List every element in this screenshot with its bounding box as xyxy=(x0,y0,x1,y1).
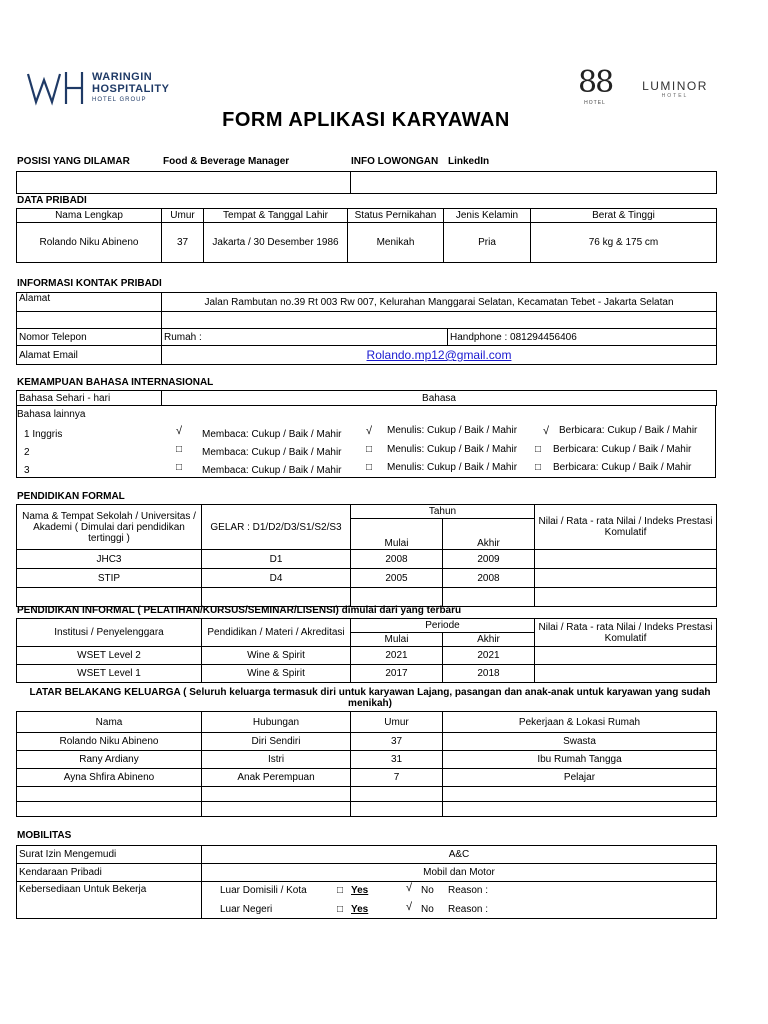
marital-value[interactable]: Menikah xyxy=(348,223,444,263)
luminor-logo xyxy=(636,79,714,103)
header-cell: Umur xyxy=(162,209,204,223)
info-field[interactable] xyxy=(351,172,717,194)
family-occupation[interactable]: Pelajar xyxy=(443,769,717,787)
no-label: No xyxy=(421,885,434,896)
degree-value[interactable]: D1 xyxy=(202,550,351,569)
year-header: Tahun xyxy=(351,505,535,519)
luminor-name: LUMINOR xyxy=(642,79,708,93)
age-value[interactable]: 37 xyxy=(162,223,204,263)
header-cell: Berat & Tinggi xyxy=(531,209,717,223)
end-header: Akhir xyxy=(443,519,535,550)
other-language-label: Bahasa lainnya xyxy=(17,409,86,420)
license-label: Surat Izin Mengemudi xyxy=(17,846,202,864)
score-header: Nilai / Rata - rata Nilai / Indeks Prestasi Komulatif xyxy=(535,505,717,550)
family-age[interactable]: 31 xyxy=(351,751,443,769)
address-label: Alamat xyxy=(17,293,162,312)
language-row-name[interactable]: 3 xyxy=(24,465,30,476)
email-label: Alamat Email xyxy=(17,346,162,365)
start-year-value[interactable]: 2005 xyxy=(351,569,443,588)
family-name[interactable]: Rolando Niku Abineno xyxy=(17,733,202,751)
luminor-sub: HOTEL xyxy=(661,93,689,99)
start-year-value[interactable]: 2017 xyxy=(351,665,443,683)
score-value[interactable] xyxy=(535,647,717,665)
material-header: Pendidikan / Materi / Akreditasi xyxy=(202,619,351,647)
willing-label: Kebersediaan Untuk Bekerja xyxy=(17,882,202,919)
header-cell: Hubungan xyxy=(202,712,351,733)
mobility-section-title: MOBILITAS xyxy=(17,830,72,841)
vehicle-value[interactable]: Mobil dan Motor xyxy=(202,864,717,882)
info-lowongan-value: LinkedIn xyxy=(448,156,490,167)
waringin-name: WARINGIN xyxy=(92,71,153,83)
degree-value[interactable]: D4 xyxy=(202,569,351,588)
no-check-icon[interactable]: √ xyxy=(406,882,413,894)
language-section-title: KEMAMPUAN BAHASA INTERNASIONAL xyxy=(17,377,214,388)
no-label: No xyxy=(421,904,434,915)
end-year-value[interactable]: 2021 xyxy=(443,647,535,665)
speak-option: Berbicara: Cukup / Baik / Mahir xyxy=(553,462,692,473)
degree-header: GELAR : D1/D2/D3/S1/S2/S3 xyxy=(202,505,351,550)
handphone-field[interactable]: Handphone : 081294456406 xyxy=(448,329,717,346)
mobility-option: Luar Domisili / Kota xyxy=(220,885,307,896)
yes-label: Yes xyxy=(351,885,369,896)
family-relation[interactable]: Anak Perempuan xyxy=(202,769,351,787)
speak-option: Berbicara: Cukup / Baik / Mahir xyxy=(559,425,698,436)
bahasa-header: Bahasa xyxy=(162,391,717,406)
reason-field[interactable]: Reason : xyxy=(448,885,489,896)
page-title: FORM APLIKASI KARYAWAN xyxy=(222,109,510,131)
write-checkbox-icon[interactable]: □ xyxy=(366,462,373,473)
end-year-value[interactable]: 2008 xyxy=(443,569,535,588)
yes-checkbox-icon[interactable]: □ xyxy=(337,885,344,896)
family-name[interactable]: Rany Ardiany xyxy=(17,751,202,769)
family-table xyxy=(16,711,717,817)
position-label: POSISI YANG DILAMAR xyxy=(17,156,130,167)
header-cell: Nama Lengkap xyxy=(17,209,162,223)
end-year-value[interactable]: 2018 xyxy=(443,665,535,683)
family-occupation[interactable]: Swasta xyxy=(443,733,717,751)
hospitality-name: HOSPITALITY xyxy=(92,83,170,95)
material-value[interactable]: Wine & Spirit xyxy=(202,647,351,665)
header-cell: Status Pernikahan xyxy=(348,209,444,223)
license-value[interactable]: A&C xyxy=(202,846,717,864)
read-check-icon[interactable]: √ xyxy=(176,425,183,437)
full-name-value[interactable]: Rolando Niku Abineno xyxy=(17,223,162,263)
address-value[interactable]: Jalan Rambutan no.39 Rt 003 Rw 007, Kelurahan Manggarai Selatan, Kecamatan Tebet - Jakarta Selatan xyxy=(162,293,717,312)
score-value[interactable] xyxy=(535,665,717,683)
start-year-value[interactable]: 2008 xyxy=(351,550,443,569)
header-cell: Umur xyxy=(351,712,443,733)
speak-option: Berbicara: Cukup / Baik / Mahir xyxy=(553,444,692,455)
language-row-name[interactable]: 2 xyxy=(24,447,30,458)
reason-field[interactable]: Reason : xyxy=(448,904,489,915)
write-option: Menulis: Cukup / Baik / Mahir xyxy=(387,462,518,473)
personal-section-title: DATA PRIBADI xyxy=(17,195,87,206)
info-lowongan-label: INFO LOWONGAN xyxy=(351,156,439,167)
vehicle-label: Kendaraan Pribadi xyxy=(17,864,202,882)
write-option: Menulis: Cukup / Baik / Mahir xyxy=(387,444,518,455)
language-row-name[interactable]: 1 Inggris xyxy=(24,429,63,440)
speak-checkbox-icon[interactable]: □ xyxy=(535,444,542,455)
waringin-logo xyxy=(26,68,176,108)
speak-check-icon[interactable]: √ xyxy=(543,425,550,437)
contact-section-title: INFORMASI KONTAK PRIBADI xyxy=(17,278,162,289)
gender-value[interactable]: Pria xyxy=(444,223,531,263)
header-cell: Nama xyxy=(17,712,202,733)
informal-education-table xyxy=(16,618,717,683)
end-header: Akhir xyxy=(443,633,535,647)
phone-label: Nomor Telepon xyxy=(17,329,162,346)
score-value[interactable] xyxy=(535,550,717,569)
institution-value[interactable]: WSET Level 2 xyxy=(17,647,202,665)
header-cell: Tempat & Tanggal Lahir xyxy=(204,209,348,223)
email-link[interactable]: Rolando.mp12@gmail.com xyxy=(366,348,512,362)
material-value[interactable]: Wine & Spirit xyxy=(202,665,351,683)
formal-section-title: PENDIDIKAN FORMAL xyxy=(17,491,125,502)
write-check-icon[interactable]: √ xyxy=(366,425,373,437)
header-cell: Pekerjaan & Lokasi Rumah xyxy=(443,712,717,733)
family-age[interactable]: 7 xyxy=(351,769,443,787)
start-year-value[interactable]: 2021 xyxy=(351,647,443,665)
contact-table xyxy=(16,292,717,365)
yes-label: Yes xyxy=(351,904,369,915)
hotel-group-text: HOTEL GROUP xyxy=(92,97,147,103)
weight-height-value[interactable]: 76 kg & 175 cm xyxy=(531,223,717,263)
score-value[interactable] xyxy=(535,569,717,588)
period-header: Periode xyxy=(351,619,535,633)
position-value: Food & Beverage Manager xyxy=(163,156,290,167)
hotel88-mark: 88 xyxy=(578,65,613,100)
write-option: Menulis: Cukup / Baik / Mahir xyxy=(387,425,518,436)
formal-education-table xyxy=(16,504,717,607)
start-header: Mulai xyxy=(351,519,443,550)
family-relation[interactable]: Diri Sendiri xyxy=(202,733,351,751)
family-relation[interactable]: Istri xyxy=(202,751,351,769)
family-age[interactable]: 37 xyxy=(351,733,443,751)
read-option: Membaca: Cukup / Baik / Mahir xyxy=(202,465,342,476)
daily-language-label: Bahasa Sehari - hari xyxy=(17,391,162,406)
hotel88-logo xyxy=(578,66,612,114)
school-header: Nama & Tempat Sekolah / Universitas / Akademi ( Dimulai dari pendidikan tertinggi ) xyxy=(17,505,202,550)
institution-header: Institusi / Penyelenggara xyxy=(17,619,202,647)
yes-checkbox-icon[interactable]: □ xyxy=(337,904,344,915)
read-option: Membaca: Cukup / Baik / Mahir xyxy=(202,429,342,440)
family-occupation[interactable]: Ibu Rumah Tangga xyxy=(443,751,717,769)
no-check-icon[interactable]: √ xyxy=(406,901,413,913)
language-table xyxy=(16,390,717,406)
speak-checkbox-icon[interactable]: □ xyxy=(535,462,542,473)
write-checkbox-icon[interactable]: □ xyxy=(366,444,373,455)
read-checkbox-icon[interactable]: □ xyxy=(176,444,183,455)
informal-section-title: PENDIDIKAN INFORMAL ( PELATIHAN/KURSUS/SEMINAR/LISENSI) dimulai dari yang terbaru xyxy=(17,605,462,616)
mobility-option: Luar Negeri xyxy=(220,904,273,915)
family-section-title: LATAR BELAKANG KELUARGA ( Seluruh keluarga termasuk diri untuk karyawan Lajang, pasangan dan anak-anak untuk karyawan yang sudah menikah) xyxy=(29,687,711,709)
institution-value[interactable]: WSET Level 1 xyxy=(17,665,202,683)
birth-value[interactable]: Jakarta / 30 Desember 1986 xyxy=(204,223,348,263)
end-year-value[interactable]: 2009 xyxy=(443,550,535,569)
home-phone-field[interactable]: Rumah : xyxy=(162,329,448,346)
score-header: Nilai / Rata - rata Nilai / Indeks Prestasi Komulatif xyxy=(535,619,717,647)
header-cell: Jenis Kelamin xyxy=(444,209,531,223)
personal-table xyxy=(16,208,717,263)
position-table xyxy=(16,171,717,194)
wh-monogram-icon xyxy=(26,68,88,108)
start-header: Mulai xyxy=(351,633,443,647)
school-value[interactable]: STIP xyxy=(17,569,202,588)
read-option: Membaca: Cukup / Baik / Mahir xyxy=(202,447,342,458)
position-field[interactable] xyxy=(17,172,351,194)
family-name[interactable]: Ayna Shfira Abineno xyxy=(17,769,202,787)
school-value[interactable]: JHC3 xyxy=(17,550,202,569)
read-checkbox-icon[interactable]: □ xyxy=(176,462,183,473)
hotel88-sub: HOTEL xyxy=(584,100,606,106)
